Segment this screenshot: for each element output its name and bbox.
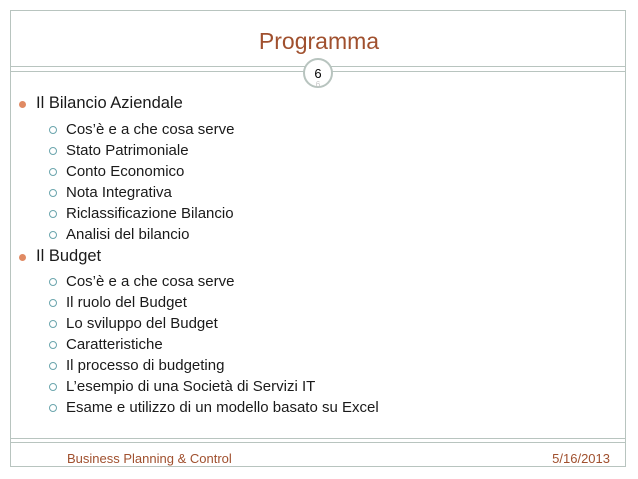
bullet-ring-icon — [49, 341, 57, 349]
bullet-ring-icon — [49, 320, 57, 328]
bullet-ring-icon — [49, 210, 57, 218]
list-item: Nota Integrativa — [66, 184, 172, 201]
slide-title: Programma — [258, 28, 380, 54]
list-item: Caratteristiche — [66, 336, 163, 353]
footer-date: 5/16/2013 — [552, 451, 610, 466]
list-item: Lo sviluppo del Budget — [66, 315, 218, 332]
list-item: Cos’è e a che cosa serve — [66, 121, 235, 138]
list-item: Il processo di budgeting — [66, 357, 225, 374]
list-item: Riclassificazione Bilancio — [66, 205, 234, 222]
bullet-ring-icon — [49, 404, 57, 412]
bullet-dot-icon — [19, 254, 26, 261]
bullet-ring-icon — [49, 299, 57, 307]
bullet-ring-icon — [49, 168, 57, 176]
bullet-ring-icon — [49, 362, 57, 370]
list-item: Esame e utilizzo di un modello basato su Excel — [66, 399, 379, 416]
bullet-ring-icon — [49, 147, 57, 155]
list-item: Il ruolo del Budget — [66, 294, 187, 311]
footer-title: Business Planning & Control — [67, 451, 232, 466]
list-item: Conto Economico — [66, 163, 185, 180]
page-number-ghost: 6 — [315, 80, 321, 89]
bottom-rule-lower — [11, 442, 625, 443]
bottom-rule-upper — [11, 438, 625, 439]
list-item: Cos’è e a che cosa serve — [66, 273, 235, 290]
list-item: Analisi del bilancio — [66, 226, 190, 243]
bullet-ring-icon — [49, 189, 57, 197]
page-number-badge: 6 — [303, 58, 333, 88]
bullet-ring-icon — [49, 231, 57, 239]
section-heading-bilancio: Il Bilancio Aziendale — [36, 94, 183, 112]
list-item: L’esempio di una Società di Servizi IT — [66, 378, 316, 395]
section-heading-budget: Il Budget — [36, 247, 102, 265]
bullet-ring-icon — [49, 383, 57, 391]
bullet-ring-icon — [49, 126, 57, 134]
bullet-dot-icon — [19, 101, 26, 108]
bullet-ring-icon — [49, 278, 57, 286]
list-item: Stato Patrimoniale — [66, 142, 189, 159]
